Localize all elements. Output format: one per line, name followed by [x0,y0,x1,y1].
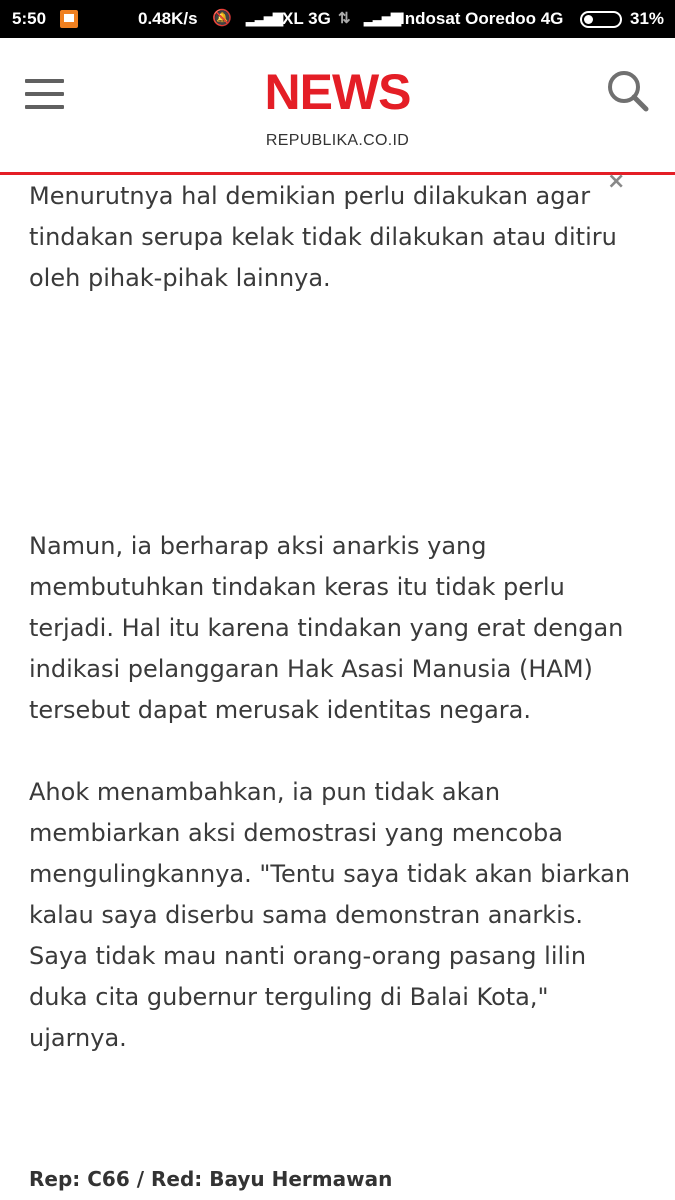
notification-icon [60,10,78,28]
signal-icon: ▂▃▅▇ [364,11,400,26]
mute-icon: 🔕 [212,10,232,27]
carrier-1: XL 3G [282,9,331,28]
article-paragraph: Namun, ia berharap aksi anarkis yang membutuhkan tindakan keras itu tidak perlu terjadi. Hal itu karena tindakan yang erat dengan indikasi pelanggaran Hak Asasi Manusia (HAM) tersebut dapat merusak identitas negara. [29,532,624,724]
article-paragraph: Menurutnya hal demikian perlu dilakukan agar tindakan serupa kelak tidak dilakukan atau ditiru oleh pihak-pihak lainnya. [29,182,617,292]
site-logo-title[interactable]: NEWS [264,64,411,120]
battery-percent: 31% [630,9,665,28]
carrier-2: Indosat Ooredoo 4G [400,9,564,28]
ad-placeholder [50,325,615,495]
site-logo-subtitle: REPUBLIKA.CO.ID [265,132,410,149]
header-divider [0,172,675,175]
status-time: 5:50 [12,9,47,28]
search-icon[interactable] [605,68,651,114]
data-transfer-icon: ⇅ [338,10,351,27]
signal-icon: ▂▃▅▇ [246,11,282,26]
article-credit: Rep: C66 / Red: Bayu Hermawan [29,1167,393,1191]
status-bar [0,0,675,38]
app-header [0,38,675,173]
article-paragraph: Ahok menambahkan, ia pun tidak akan membiarkan aksi demostrasi yang mencoba mengulingkannya. "Tentu saya tidak akan biarkan kalau saya diserbu sama demonstran anarkis. Saya tidak mau nanti orang-orang pasang lilin duka cita gubernur terguling di Balai Kota," ujarnya. [29,778,631,1052]
battery-icon [580,11,622,28]
network-speed: 0.48K/s [138,9,198,28]
close-icon[interactable]: × [607,169,626,194]
